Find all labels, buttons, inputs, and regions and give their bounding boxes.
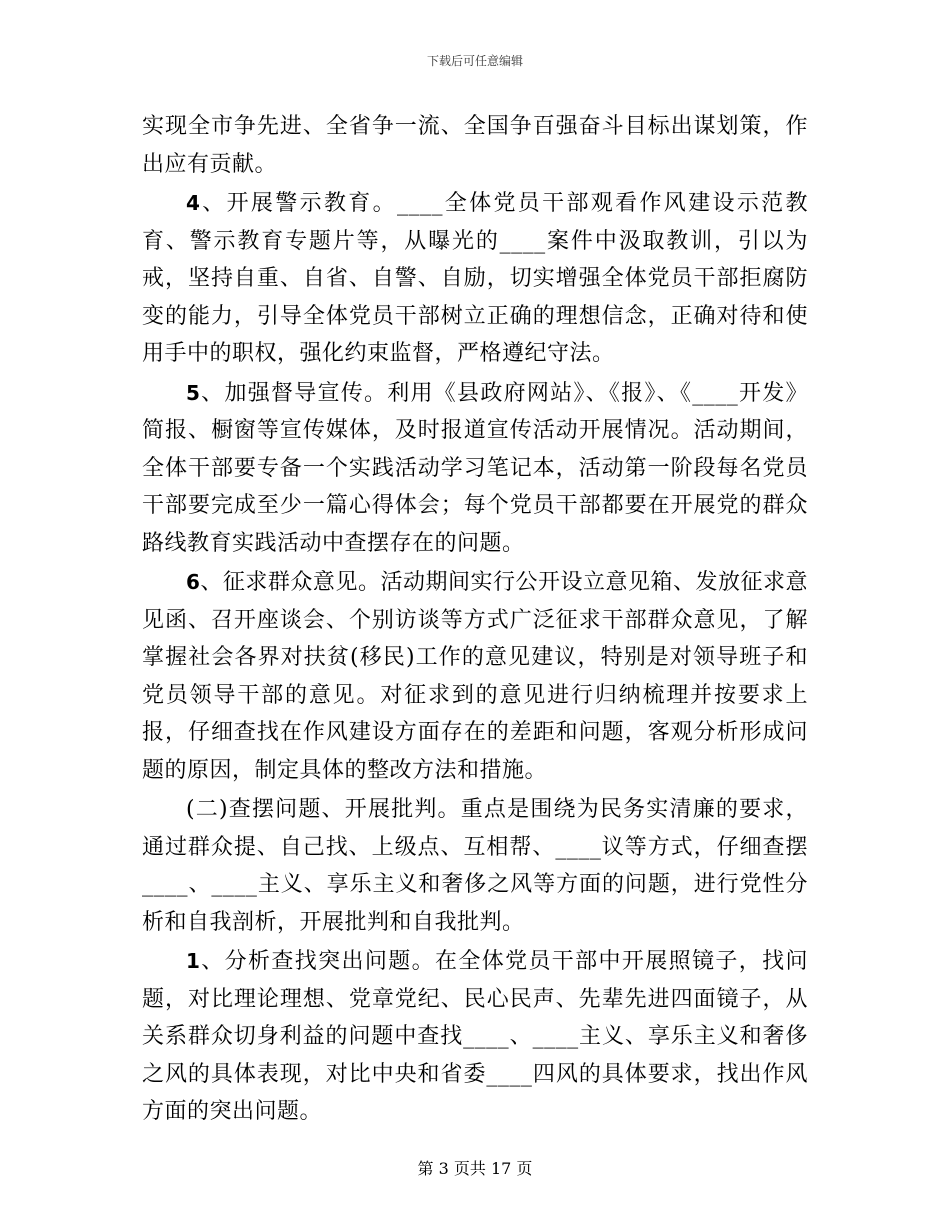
paragraph-text: 实现全市争先进、全省争一流、全国争百强奋斗目标出谋划策，作出应有贡献。: [142, 114, 808, 177]
paragraph-text: 、加强督导宣传。利用《县政府网站》、《报》、《____开发》简报、橱窗等宣传媒体，及时报道宣传活动开展情况。活动期间，全体干部要专备一个实践活动学习笔记本，活动第一阶段每名党员干部要完成至少一篇心得体会；每个党员干部都要在开展党的群众路线教育实践活动中查摆存在的问题。: [142, 380, 808, 556]
paragraph-text: 、开展警示教育。____全体党员干部观看作风建设示范教育、警示教育专题片等，从曝光的____案件中汲取教训，引以为戒，坚持自重、自省、自警、自励，切实增强全体党员干部拒腐防变的能力，引导全体党员干部树立正确的理想信念，正确对待和使用手中的职权，强化约束监督，严格遵纪守法。: [142, 191, 808, 366]
paragraph-text: 、征求群众意见。活动期间实行公开设立意见箱、发放征求意见函、召开座谈会、个别访谈等方式广泛征求干部群众意见，了解掌握社会各界对扶贫(移民)工作的意见建议，特别是对领导班子和党员领导干部的意见。对征求到的意见进行归纳梳理并按要求上报，仔细查找在作风建设方面存在的差距和问题，客观分析形成问题的原因，制定具体的整改方法和措施。: [142, 570, 808, 783]
item-number: 1: [186, 949, 201, 973]
page-footer: 第 3 页共 17 页: [417, 1159, 533, 1178]
paragraph-1: [142, 108, 808, 183]
item-number: 4: [186, 191, 201, 215]
paragraph-2: [142, 185, 808, 373]
paragraph-5: [142, 791, 808, 941]
paragraph-4: [142, 564, 808, 789]
paragraph-text: (二)查摆问题、开展批判。重点是围绕为民务实清廉的要求，通过群众提、自己找、上级点、互相帮、____议等方式，仔细查摆____、____主义、享乐主义和奢侈之风等方面的问题，进行党性分析和自我剖析，开展批判和自我批判。: [142, 797, 808, 935]
document-body: [142, 108, 808, 1131]
page-header: 下载后可任意编辑: [426, 54, 523, 68]
item-number: 5: [186, 380, 201, 405]
paragraph-3: [142, 375, 808, 563]
paragraph-text: 、分析查找突出问题。在全体党员干部中开展照镜子，找问题，对比理论理想、党章党纪、民心民声、先辈先进四面镜子，从关系群众切身利益的问题中查找____、____主义、享乐主义和奢侈之风的具体表现，对比中央和省委____四风的具体要求，找出作风方面的突出问题。: [142, 949, 808, 1124]
paragraph-6: [142, 943, 808, 1131]
item-number: 6: [186, 570, 201, 594]
